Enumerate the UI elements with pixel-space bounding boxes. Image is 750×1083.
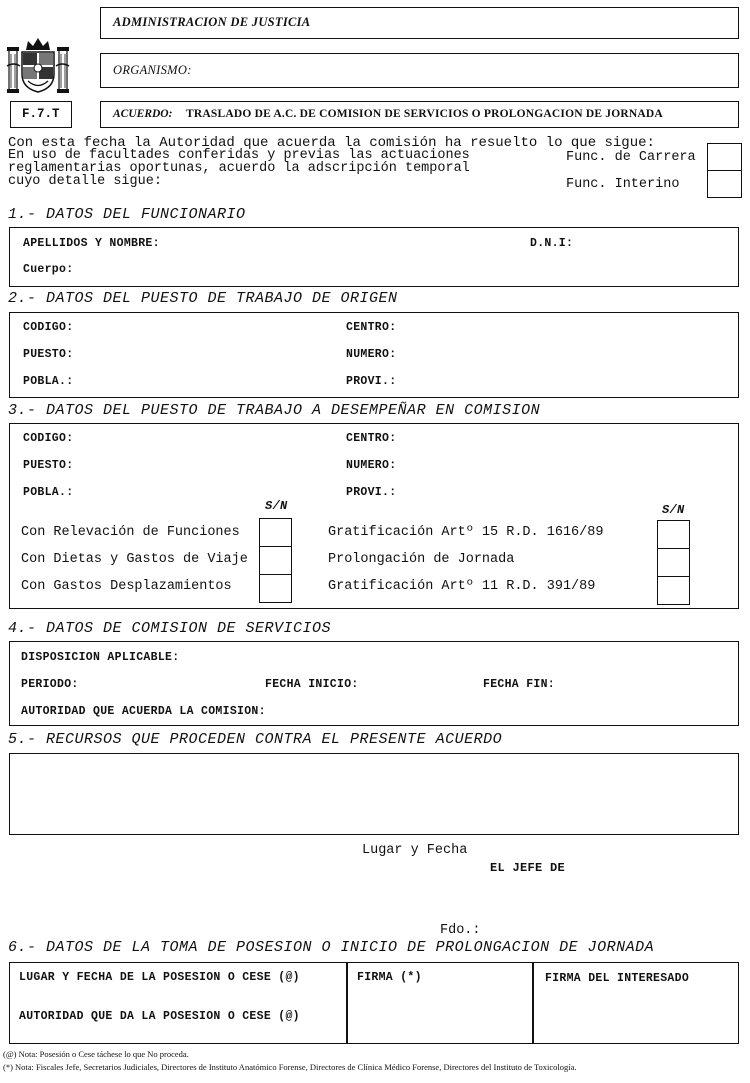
section-6-box (9, 962, 739, 1044)
lugar-fecha-label: Lugar y Fecha (362, 843, 468, 858)
spanish-coat-of-arms-icon (6, 36, 70, 96)
acuerdo-box (100, 101, 739, 128)
origen-codigo-label: CODIGO: (23, 321, 74, 334)
apellidos-label: APELLIDOS Y NOMBRE: (23, 237, 160, 250)
destino-puesto-label: PUESTO: (23, 459, 74, 472)
administracion-label: ADMINISTRACION DE JUSTICIA (113, 15, 311, 29)
origen-numero-label: NUMERO: (346, 348, 397, 361)
form-code-box (10, 101, 72, 128)
func-interino-label: Func. Interino (566, 177, 680, 192)
intro-line-4: cuyo detalle sigue: (8, 174, 162, 189)
desplazamientos-label: Con Gastos Desplazamientos (21, 579, 232, 594)
section-1-box (9, 227, 739, 287)
destino-numero-label: NUMERO: (346, 459, 397, 472)
dietas-checkbox[interactable] (259, 546, 292, 575)
dietas-label: Con Dietas y Gastos de Viaje (21, 552, 248, 567)
destino-pobla-label: POBLA.: (23, 486, 74, 499)
fecha-fin-label: FECHA FIN: (483, 678, 556, 691)
section-6-title: 6.- DATOS DE LA TOMA DE POSESION O INICIO DE PROLONGACION DE JORNADA (8, 939, 655, 956)
fdo-label: Fdo.: (440, 923, 481, 938)
prolongacion-checkbox[interactable] (657, 548, 690, 577)
func-interino-checkbox[interactable] (707, 170, 742, 198)
organismo-box (100, 53, 739, 88)
destino-centro-label: CENTRO: (346, 432, 397, 445)
section-2-box (9, 312, 739, 398)
origen-pobla-label: POBLA.: (23, 375, 74, 388)
note-fiscales: (*) Nota: Fiscales Jefe, Secretarios Judiciales, Directores de Instituto Anatómico Forense, Directores de Clínica Médico Forense, Directores del Instituto de Toxicología. (3, 1062, 577, 1072)
dni-label: D.N.I: (530, 237, 574, 250)
form-code: F.7.T (22, 107, 60, 121)
acuerdo-text: TRASLADO DE A.C. DE COMISION DE SERVICIOS O PROLONGACION DE JORNADA (186, 108, 663, 120)
destino-provi-label: PROVI.: (346, 486, 397, 499)
section-6-divider-1 (346, 963, 348, 1043)
disposicion-label: DISPOSICION APLICABLE: (21, 651, 180, 664)
cuerpo-label: Cuerpo: (23, 263, 74, 276)
func-carrera-label: Func. de Carrera (566, 150, 696, 165)
recursos-box (9, 753, 739, 835)
func-carrera-checkbox[interactable] (707, 143, 742, 171)
note-posesion: (@) Nota: Posesión o Cese táchese lo que No proceda. (3, 1049, 189, 1059)
desplazamientos-checkbox[interactable] (259, 574, 292, 603)
intro-line-2: En uso de facultades conferidas y previas las actuaciones (8, 148, 470, 163)
origen-centro-label: CENTRO: (346, 321, 397, 334)
periodo-label: PERIODO: (21, 678, 79, 691)
organismo-label: ORGANISMO: (113, 63, 192, 77)
prolongacion-label: Prolongación de Jornada (328, 552, 515, 567)
administracion-box (100, 7, 739, 39)
gratificacion-15-label: Gratificación Artº 15 R.D. 1616/89 (328, 525, 604, 540)
jefe-label: EL JEFE DE (490, 861, 566, 875)
firma-label: FIRMA (*) (357, 971, 422, 984)
gratificacion-11-label: Gratificación Artº 11 R.D. 391/89 (328, 579, 596, 594)
section-2-title: 2.- DATOS DEL PUESTO DE TRABAJO DE ORIGEN (8, 290, 398, 307)
gratificacion-15-checkbox[interactable] (657, 520, 690, 549)
sn-left-label: S/N (265, 499, 288, 513)
section-4-box (9, 641, 739, 726)
section-5-title: 5.- RECURSOS QUE PROCEDEN CONTRA EL PRESENTE ACUERDO (8, 731, 503, 748)
section-6-divider-2 (532, 963, 534, 1043)
destino-codigo-label: CODIGO: (23, 432, 74, 445)
autoridad-posesion-label: AUTORIDAD QUE DA LA POSESION O CESE (@) (19, 1010, 300, 1023)
section-3-title: 3.- DATOS DEL PUESTO DE TRABAJO A DESEMPEÑAR EN COMISION (8, 402, 541, 419)
autoridad-comision-label: AUTORIDAD QUE ACUERDA LA COMISION: (21, 705, 266, 718)
sn-right-label: S/N (662, 503, 685, 517)
section-3-box (9, 423, 739, 609)
origen-puesto-label: PUESTO: (23, 348, 74, 361)
relevacion-funciones-checkbox[interactable] (259, 518, 292, 547)
origen-provi-label: PROVI.: (346, 375, 397, 388)
lugar-fecha-posesion-label: LUGAR Y FECHA DE LA POSESION O CESE (@) (19, 971, 300, 984)
firma-interesado-label: FIRMA DEL INTERESADO (545, 972, 690, 985)
fecha-inicio-label: FECHA INICIO: (265, 678, 359, 691)
section-1-title: 1.- DATOS DEL FUNCIONARIO (8, 206, 246, 223)
acuerdo-label: ACUERDO: (113, 108, 173, 120)
intro-line-1: Con esta fecha la Autoridad que acuerda la comisión ha resuelto lo que sigue: (8, 135, 655, 151)
section-4-title: 4.- DATOS DE COMISION DE SERVICIOS (8, 620, 332, 637)
relevacion-funciones-label: Con Relevación de Funciones (21, 525, 240, 540)
gratificacion-11-checkbox[interactable] (657, 576, 690, 605)
intro-line-3: reglamentarias oportunas, acuerdo la adscripción temporal (8, 161, 470, 176)
